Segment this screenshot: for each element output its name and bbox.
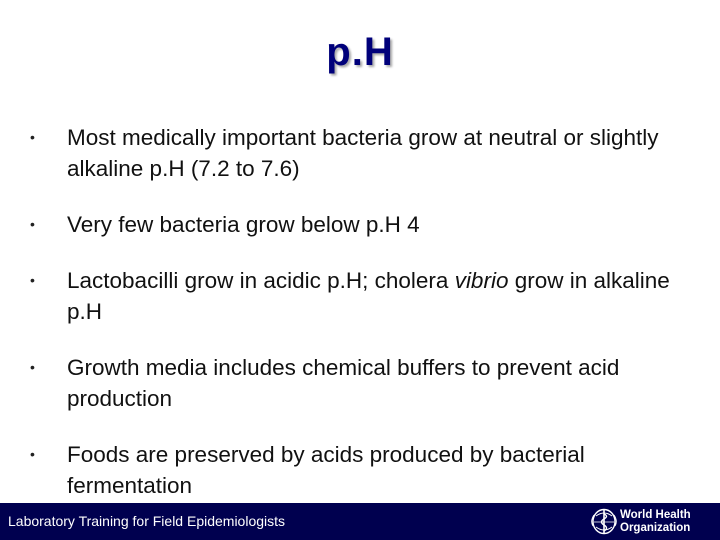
bullet-text: Very few bacteria grow below p.H 4 xyxy=(67,212,420,237)
bullet-text-italic: vibrio xyxy=(454,268,509,293)
footer-bar xyxy=(0,503,720,540)
bullet-dot: • xyxy=(30,446,35,462)
bullet-text: Most medically important bacteria grow at neutral or slightly alkaline p.H (7.2 to 7.6) xyxy=(67,125,659,181)
who-logo xyxy=(590,506,715,537)
bullet-list xyxy=(30,122,690,526)
who-line-2: Organization xyxy=(620,522,691,534)
who-organization-name xyxy=(620,509,691,535)
bullet-item xyxy=(30,122,690,184)
bullet-dot: • xyxy=(30,272,35,288)
bullet-text: Foods are preserved by acids produced by bacterial fermentation xyxy=(67,442,585,498)
bullet-item xyxy=(30,265,690,327)
bullet-dot: • xyxy=(30,129,35,145)
bullet-item xyxy=(30,209,690,240)
bullet-dot: • xyxy=(30,359,35,375)
bullet-text: Growth media includes chemical buffers to prevent acid production xyxy=(67,355,620,411)
footer-course-label: Laboratory Training for Field Epidemiologists xyxy=(8,513,286,529)
bullet-dot: • xyxy=(30,216,35,232)
bullet-text-end: grow in alkaline p.H xyxy=(67,268,670,324)
who-line-1: World Health xyxy=(620,509,691,521)
who-emblem-icon xyxy=(590,506,618,537)
bullet-item xyxy=(30,352,690,414)
bullet-item xyxy=(30,439,690,501)
slide-title: p.H xyxy=(326,30,394,74)
bullet-text-start: Lactobacilli grow in acidic p.H; cholera xyxy=(67,268,455,293)
